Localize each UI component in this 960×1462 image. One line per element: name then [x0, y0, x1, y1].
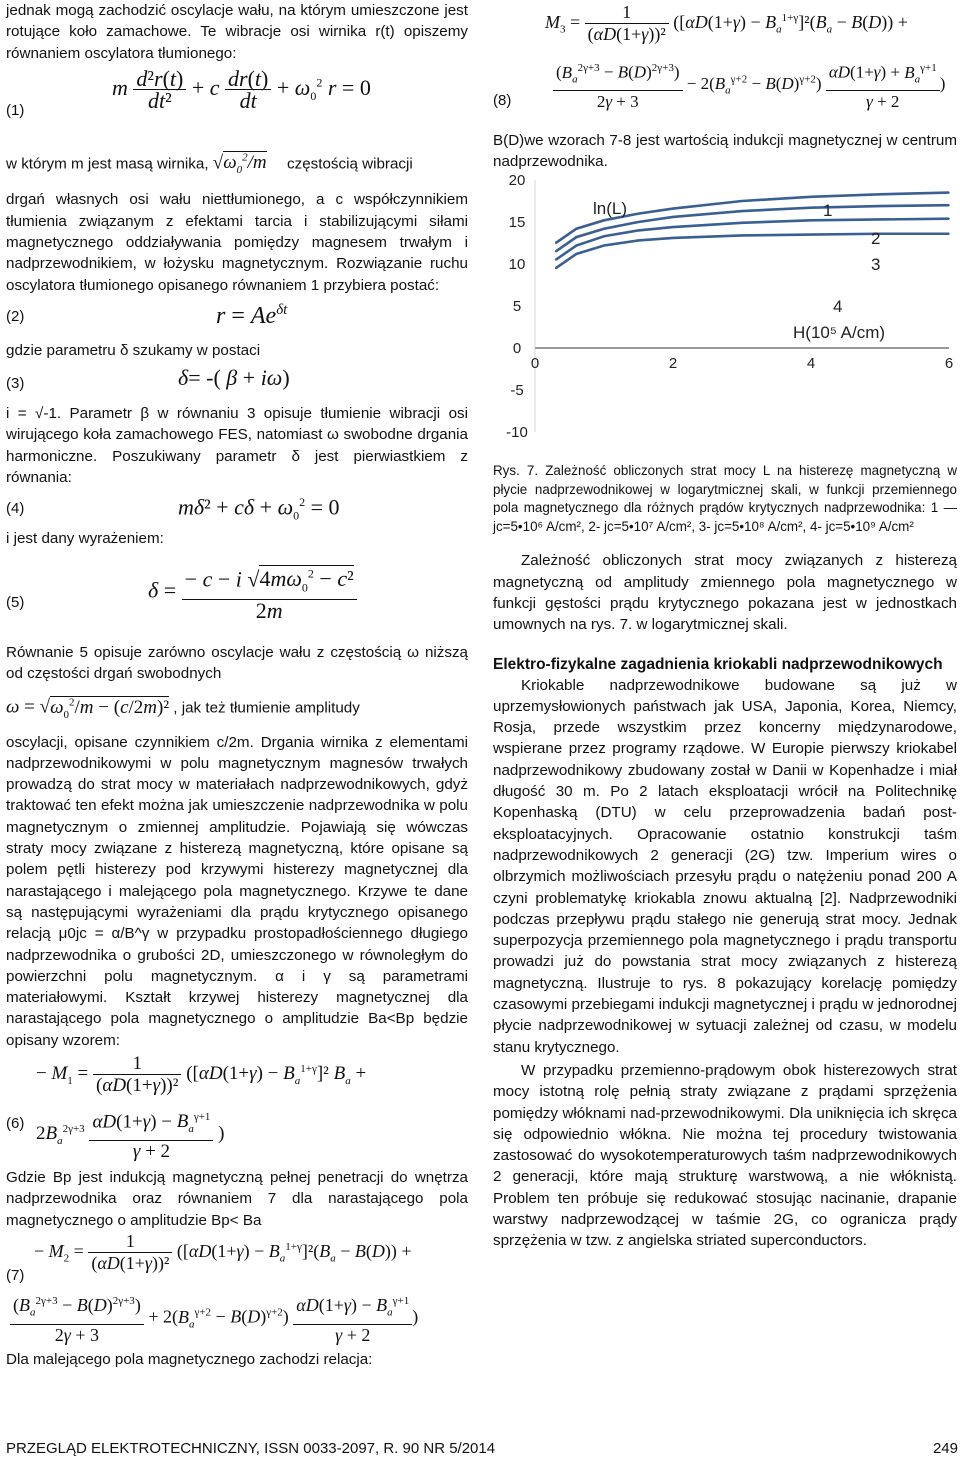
equation-5-formula: δ = $\frac{- c - i √4m\omega_0^2 - c^2}{2m}$: [148, 564, 357, 621]
y-tick-label: -5: [510, 382, 524, 399]
series-label-3: 3: [871, 255, 881, 274]
x-tick-label: 6: [944, 355, 954, 372]
series-label-2: 2: [871, 229, 881, 248]
chart-svg: [493, 162, 957, 452]
data-point: [576, 253, 578, 255]
equation-number: (4): [6, 500, 25, 518]
data-point: [810, 196, 812, 198]
equation-6-formula-line2: $2B_a^{2\gamma+3}$ $\frac{\alpha D(1+\gamma) - B_a^{\gamma+1}}{\gamma + 2}$ ): [36, 1107, 225, 1163]
data-point: [638, 221, 640, 223]
equation-number: (7): [6, 1266, 25, 1284]
equation-3: [6, 361, 468, 403]
equation-number: (1): [6, 101, 25, 119]
paragraph-omega: $\omega = √\omega_0^2/m - (c/2m)^2$ , jak też tłumienie amplitudy: [6, 696, 360, 721]
paragraph-given: i jest dany wyrażeniem:: [6, 530, 164, 548]
data-point: [810, 207, 812, 209]
paragraph-intro: jednak mogą zachodzić oscylacje wału, na którym umieszczone jest rotujące koło zamachowe. Te wibracje osi wirnika r(t) opiszemy równaniem oscylatora tłumionego:: [6, 2, 468, 62]
x-tick-label: 4: [806, 355, 816, 372]
paragraph-equation5: Równanie 5 opisuje zarówno oscylacje wału z częstością ω niższą od częstości drgań swobodnych: [6, 643, 468, 682]
paragraph-decreasing: Dla malejącego pola magnetycznego zachodzi relacja:: [6, 1350, 373, 1368]
y-axis-label: ln(L): [593, 199, 628, 218]
data-point: [555, 242, 557, 244]
equation-7-formula: − $M_2$ = $\frac{1}{\text{(αD(1+γ))²}}$ ($[\alpha D(1+\gamma) - B_a^{1+\gamma}]^2(B_a - B(D))$ +: [34, 1230, 412, 1274]
equation-1-formula: m $\frac{\text{d²r(t)}}{\text{dt²}}$ + c $\frac{dr(t)}{dt}$ + $\omega_0^2$ r = 0: [112, 65, 371, 114]
equation-7: [6, 1231, 468, 1349]
series-label-1: 1: [823, 201, 833, 220]
data-point: [638, 213, 640, 215]
y-tick-label: 0: [512, 340, 522, 357]
equation-2-formula: $r = Ae^{\delta t}$: [216, 301, 288, 329]
equation-4: [6, 488, 468, 528]
equation-number: (5): [6, 593, 25, 611]
data-point: [555, 267, 557, 269]
paragraph-mass: w którym m jest masą wirnika, $√\omega_0^2/m$ częstością wibracji: [6, 148, 468, 181]
data-point: [810, 234, 812, 236]
data-point: [741, 210, 743, 212]
equation-5: [6, 550, 468, 642]
section-heading: Elektro-fizykalne zagadnienia kriokabli nadprzewodnikowych: [493, 655, 943, 673]
data-point: [555, 251, 557, 253]
paragraph-delta: gdzie parametru δ szukamy w postaci: [6, 341, 261, 359]
data-point: [948, 233, 950, 235]
figure-caption: Rys. 7. Zależność obliczonych strat mocy L na histerezę magnetyczną w płycie nadprzewodnikowej w logarytmicznej skali, w funkcji przemiennego pola magnetycznego dla różnych prądów krytycznych nadprzewodnika: 1 — jc=5•10⁶ A/cm², 2- jc=5•10⁷ A/cm², 3- jc=5•10⁸ A/cm², 4- jc=5•10⁹ A/cm²: [493, 463, 957, 534]
equation-8-formula: $M_3$ = $\frac{1}{\text{(αD(1+γ))²}}$ ($[\alpha D(1+\gamma) - B_a^{1+\gamma}]^2(B_a - B(D))$ +: [545, 2, 908, 45]
data-point: [555, 259, 557, 261]
data-point: [638, 240, 640, 242]
y-tick-label: -10: [506, 424, 528, 441]
figure-7-chart: [493, 162, 957, 452]
data-point: [638, 230, 640, 232]
figure-caption-block: [493, 462, 957, 1252]
data-point: [672, 237, 674, 239]
y-tick-label: 20: [508, 172, 526, 189]
equation-4-formula: $m\delta^2 + c\delta + \omega_0^2 = 0$: [178, 494, 340, 523]
data-point: [879, 219, 881, 221]
journal-name: PRZEGLĄD ELEKTROTECHNICZNY, ISSN 0033-2097, R. 90 NR 5/2014: [6, 1440, 496, 1457]
data-point: [741, 222, 743, 224]
paragraph-ac: W przypadku przemienno-prądowym obok histerezowych strat mocy istotną rolę pełnią straty związane z prądami sprzężenia pomiędzy włóknami nad-przewodnikowymi. Dla uniknięcia ich skręca się odpowiednio włókna. Nie można tej procedury twistowania zastosować do wysokotemperaturowych taśm nadprzewodnikowych 2 generacji, które mają strukturę warstwową, a nie włóknistą. Problem ten próbuje się redukować stosując nacinanie, drapanie warstwy nadprzewodzącej w taśmie 2G, co ogranicza prądy sprzężenia w tzw. z angielska striated superconductors.: [493, 1061, 957, 1250]
equation-6: [6, 1051, 468, 1167]
equation-1: [6, 64, 468, 142]
page-number: 249: [932, 1440, 958, 1457]
data-point: [576, 228, 578, 230]
paragraph-beta: i = √-1. Parametr β w równaniu 3 opisuje tłumienie wibracji osi wirującego koła zamachowego FES, natomiast ω swobodne drgania harmoniczne. Poszukiwany parametr δ jest pierwiastkiem z równania:: [6, 405, 468, 486]
paragraph-damping: drgań własnych osi wału niettłumionego, a c współczynnikiem tłumienia związanym z efektami tarcia i stabilizującymi siłami magnetycznego oddziaływania pomiędzy magnesem trwałym i nadprzewodnikiem, w łożysku magnetycznym. Rozwiązanie ruchu oscylatora tłumionego opisanego równaniem 1 przybiera postać:: [6, 191, 468, 294]
data-point: [948, 204, 950, 206]
equation-7-formula-line2: $\frac{(B_a^{2\gamma+3} - B(D)^{2\gamma+3})}{2\gamma + 3}$ + $2(B_a^{\gamma+2} - B(D)^{\gamma+2})$ $\frac{\alpha D(1+\gamma) - B_a^{\gamma+1}}{\gamma + 2}$ ): [10, 1291, 418, 1346]
data-point: [672, 208, 674, 210]
y-tick-label: 10: [508, 256, 526, 273]
data-point: [603, 235, 605, 237]
equation-number: (3): [6, 375, 25, 393]
equation-8-formula-line2: $\frac{(B_a^{2\gamma+3} - B(D)^{2\gamma+3})}{2\gamma + 3}$ − $2(B_a^{\gamma+2} - B(D)^{\gamma+2})$ $\frac{\alpha D(1+\gamma) + B_a^{\gamma+1}}{\gamma + 2}$ ): [553, 58, 945, 113]
paragraph-bd: B(D)we wzorach 7-8 jest wartością indukcji magnetycznej w centrum nadprzewodnika.: [493, 132, 957, 171]
data-point: [948, 218, 950, 220]
data-point: [741, 200, 743, 202]
data-point: [672, 226, 674, 228]
y-tick-label: 5: [512, 298, 522, 315]
equation-2: [6, 296, 468, 340]
data-point: [672, 216, 674, 218]
data-point: [879, 193, 881, 195]
equation-3-formula: δ= -( β + iω): [178, 365, 290, 391]
data-point: [603, 220, 605, 222]
series-line-3: [556, 219, 949, 260]
data-point: [603, 245, 605, 247]
series-label-4: 4: [833, 297, 843, 316]
paragraph-cables: Kriokable nadprzewodnikowe budowane są już w uprzemysłowionych państwach jak USA, Japonia, Korea, Niemcy, Rosja, przede wszystkim przez koncerny międzynarodowe, wspierane przez programy rządowe. W Europie pierwszy kriokabel nadprzewodnikowy zbudowany został w Danii w Kopenhadze i miał długość 30 m. Po 2 latach eksploatacji wrócił na Politechnikę Kopenhaską (DTU) w celu przeprowadzenia badań post-eksploatacyjnych. Opracowanie ostatnio konstrukcji taśm nadprzewodnikowych 2 generacji (2G) tzw. Imperium wires o olbrzymich możliwościach przesyłu prądu o natężeniu ponad 200 A czyni problematykę kriokabla znowu aktualną [2]. Nadprzewodniki podczas przepływu prądu stałego nie generują strat mocy. Jednak superpozycja przemiennego pola magnetycznego i prądu transportu prowadzi już do powstania strat mocy związanych z histerezą magnetyczną. Ilustruje to rys. 8 pokazujący korelację pomiędzy czasowymi przebiegami indukcji magnetycznej i prądu w jednorodnej płycie nadprzewodnikowej w sytuacji zależnej od czasu, w modelu stanu krytycznego.: [493, 676, 957, 1056]
equation-number: (2): [6, 307, 25, 325]
paragraph-losses: Zależność obliczonych strat mocy związanych z histerezą magnetyczną od amplitudy zmiennego pola magnetycznego w funkcji gęstości prądu krytycznego pokazana jest w jednostkach umownych na rys. 7. w logarytmicznej skali.: [493, 552, 957, 634]
paragraph-penetration: Gdzie Bp jest indukcją magnetyczną pełnej penetracji do wnętrza nadprzewodnika oraz równaniem 7 dla narastającego pola magnetycznego o amplitudzie Bp< Ba: [6, 1169, 468, 1229]
x-tick-label: 0: [530, 355, 540, 372]
data-point: [576, 245, 578, 247]
equation-number: (6): [6, 1115, 25, 1133]
data-point: [603, 228, 605, 230]
data-point: [879, 205, 881, 207]
equation-6-formula: − $M_1$ = $\frac{1}{\text{(αD(1+γ))²}}$ ($[\alpha D(1+\gamma) - B_a^{1+\gamma}]^2$ $B_a$ +: [36, 1053, 367, 1097]
paragraph-hysteresis: oscylacji, opisane czynnikiem c/2m. Drgania wirnika z elementami nadprzewodnikowymi w polu magnetycznym magnesów trwałych prowadzą do strat mocy w materiałach nadprzewodnikowych, gdyż traktować ten efekt można jak umieszczenie nadprzewodnika w polu magnetycznym o zmiennej amplitudzie. Pojawiają się wówczas straty mocy związane z histerezą magnetyczną, które opisane są polem pętli histerezy pod krzywymi histerezy magnetycznej dla narastającego i malejącego pola magnetycznego. Krzywe te dane są następującymi wyrażeniami dla prądu krytycznego opisanego relacją μ0jc = α/B^γ w przypadku prostopadłościennego długiego nadprzewodnika o grubości 2D, umieszczonego w równoległym do powierzchni polu magnetycznym. α i γ są parametrami materiałowymi. Kształt krzywej histerezy magnetycznej dla narastającego pola magnetycznego o amplitudzie Ba<Bp będzie opisany wzorem:: [6, 733, 468, 1049]
x-axis-label: H(10⁵ A/cm): [793, 323, 886, 342]
data-point: [948, 192, 950, 194]
x-tick-label: 2: [668, 355, 678, 372]
data-point: [576, 236, 578, 238]
series-line-4: [556, 234, 949, 268]
omega-expression: $\omega = √\omega_0^2/m - (c/2m)^2$: [6, 696, 170, 721]
data-point: [741, 235, 743, 237]
equation-8: [493, 0, 957, 118]
data-point: [810, 220, 812, 222]
y-tick-label: 15: [508, 214, 526, 231]
omega-over-m: $√\omega_0^2/m$: [212, 151, 267, 177]
equation-number: (8): [493, 92, 512, 109]
left-column: [6, 0, 468, 1370]
right-column: [493, 0, 957, 1250]
